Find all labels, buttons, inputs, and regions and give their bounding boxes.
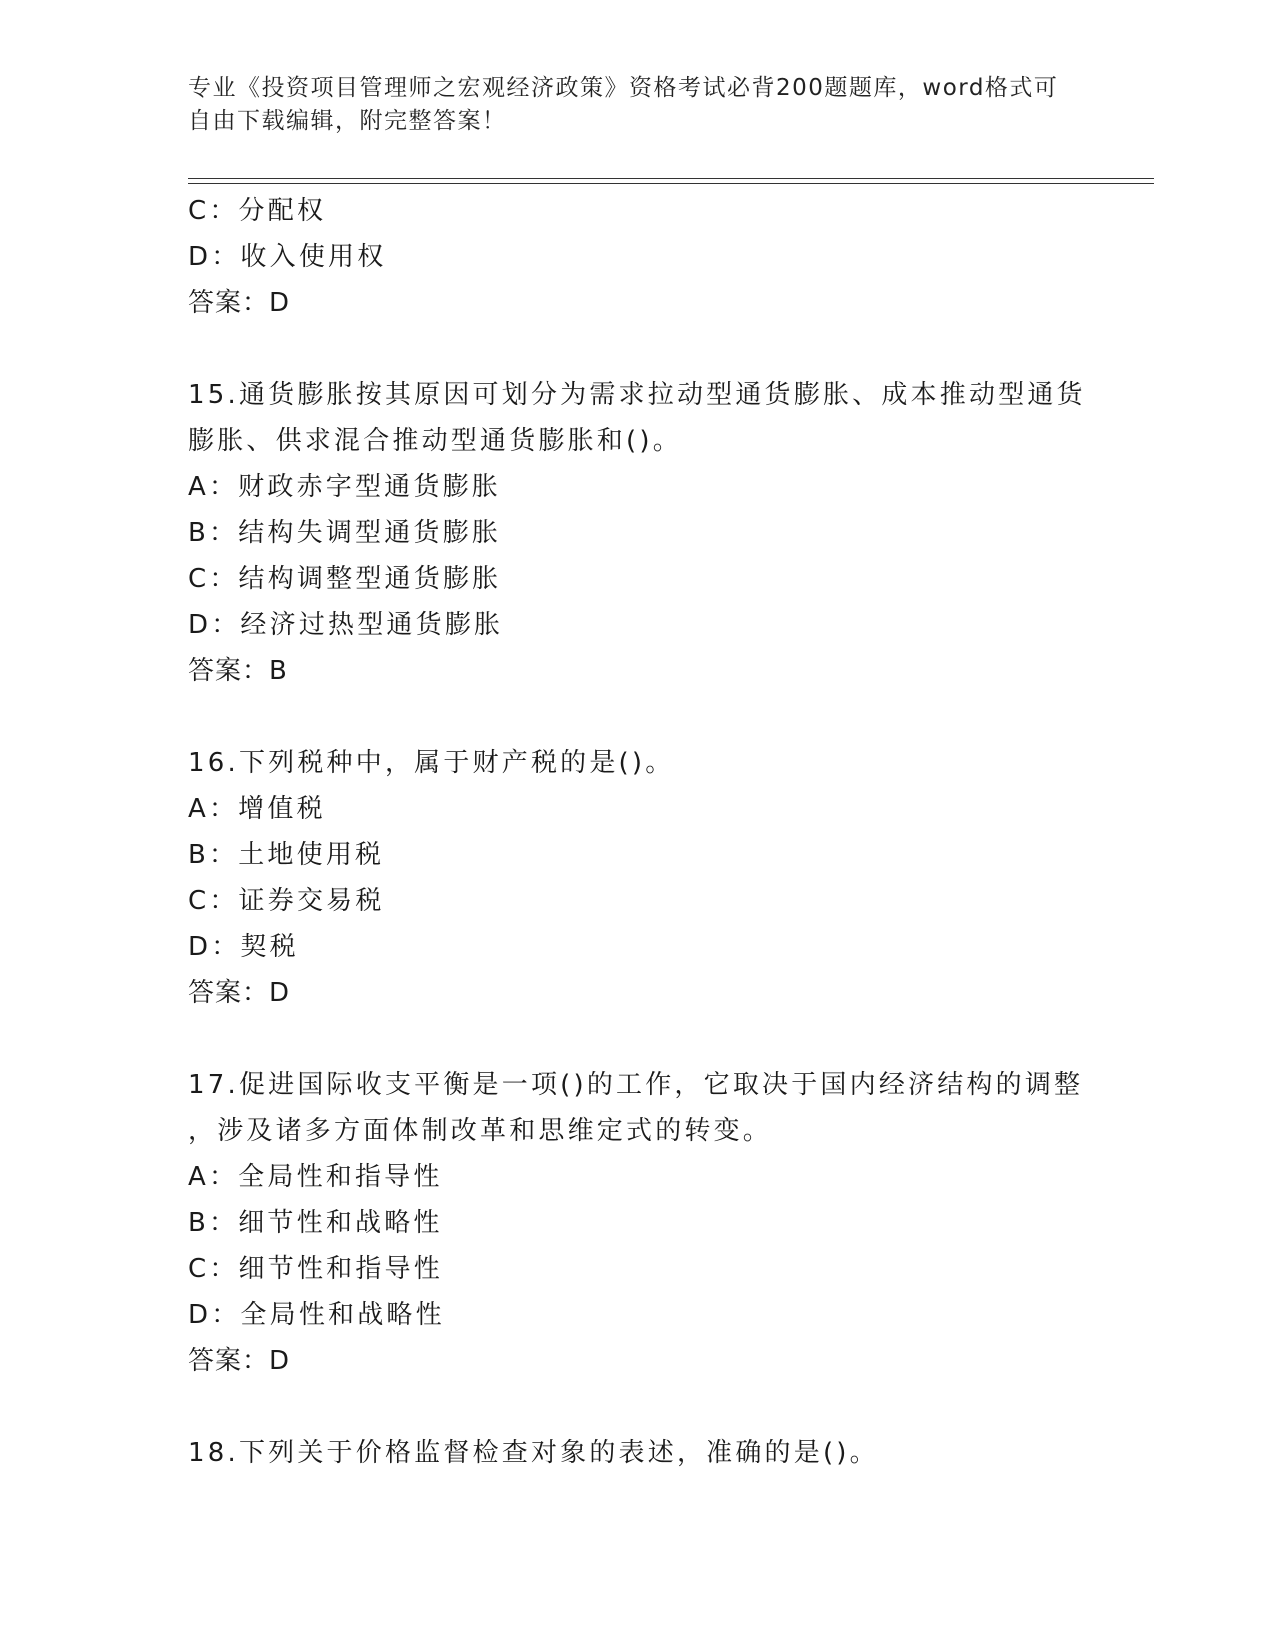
question-stem: 18.下列关于价格监督检查对象的表述，准确的是()。 <box>188 1438 879 1468</box>
option-d: D：契税 <box>188 932 299 962</box>
header-rule-bottom <box>188 183 1154 184</box>
option-d: D：经济过热型通货膨胀 <box>188 610 504 640</box>
option-d: D：全局性和战略性 <box>188 1300 445 1330</box>
option-c: C：结构调整型通货膨胀 <box>188 564 502 594</box>
option-b: B：细节性和战略性 <box>188 1208 443 1238</box>
answer-line: 答案：D <box>188 978 291 1008</box>
question-stem: 膨胀、供求混合推动型通货膨胀和()。 <box>188 426 682 456</box>
header-line-1: 专业《投资项目管理师之宏观经济政策》资格考试必背200题题库，word格式可 <box>188 75 1059 101</box>
answer-line: 答案：D <box>188 288 291 318</box>
header-line-2: 自由下载编辑，附完整答案！ <box>188 108 507 134</box>
option-b: B：结构失调型通货膨胀 <box>188 518 502 548</box>
header-rule-top <box>188 178 1154 179</box>
answer-line: 答案：D <box>188 1346 291 1376</box>
option-c: C：细节性和指导性 <box>188 1254 443 1284</box>
question-stem: 15.通货膨胀按其原因可划分为需求拉动型通货膨胀、成本推动型通货 <box>188 380 1086 410</box>
question-16 <box>188 740 1088 1016</box>
question-stem: 17.促进国际收支平衡是一项()的工作，它取决于国内经济结构的调整 <box>188 1070 1084 1100</box>
option-d: D：收入使用权 <box>188 242 387 272</box>
option-c: C：证券交易税 <box>188 886 385 916</box>
option-c: C：分配权 <box>188 196 327 226</box>
option-b: B：土地使用税 <box>188 840 385 870</box>
document-header <box>188 72 1078 138</box>
document-body <box>188 188 1088 1476</box>
question-stem: 16.下列税种中，属于财产税的是()。 <box>188 748 675 778</box>
option-a: A：增值税 <box>188 794 326 824</box>
question-stem: ，涉及诸多方面体制改革和思维定式的转变。 <box>188 1116 773 1146</box>
question-17 <box>188 1062 1088 1384</box>
answer-line: 答案：B <box>188 656 288 686</box>
option-a: A：财政赤字型通货膨胀 <box>188 472 501 502</box>
question-15 <box>188 372 1088 694</box>
question-18 <box>188 1430 1088 1476</box>
option-a: A：全局性和指导性 <box>188 1162 443 1192</box>
